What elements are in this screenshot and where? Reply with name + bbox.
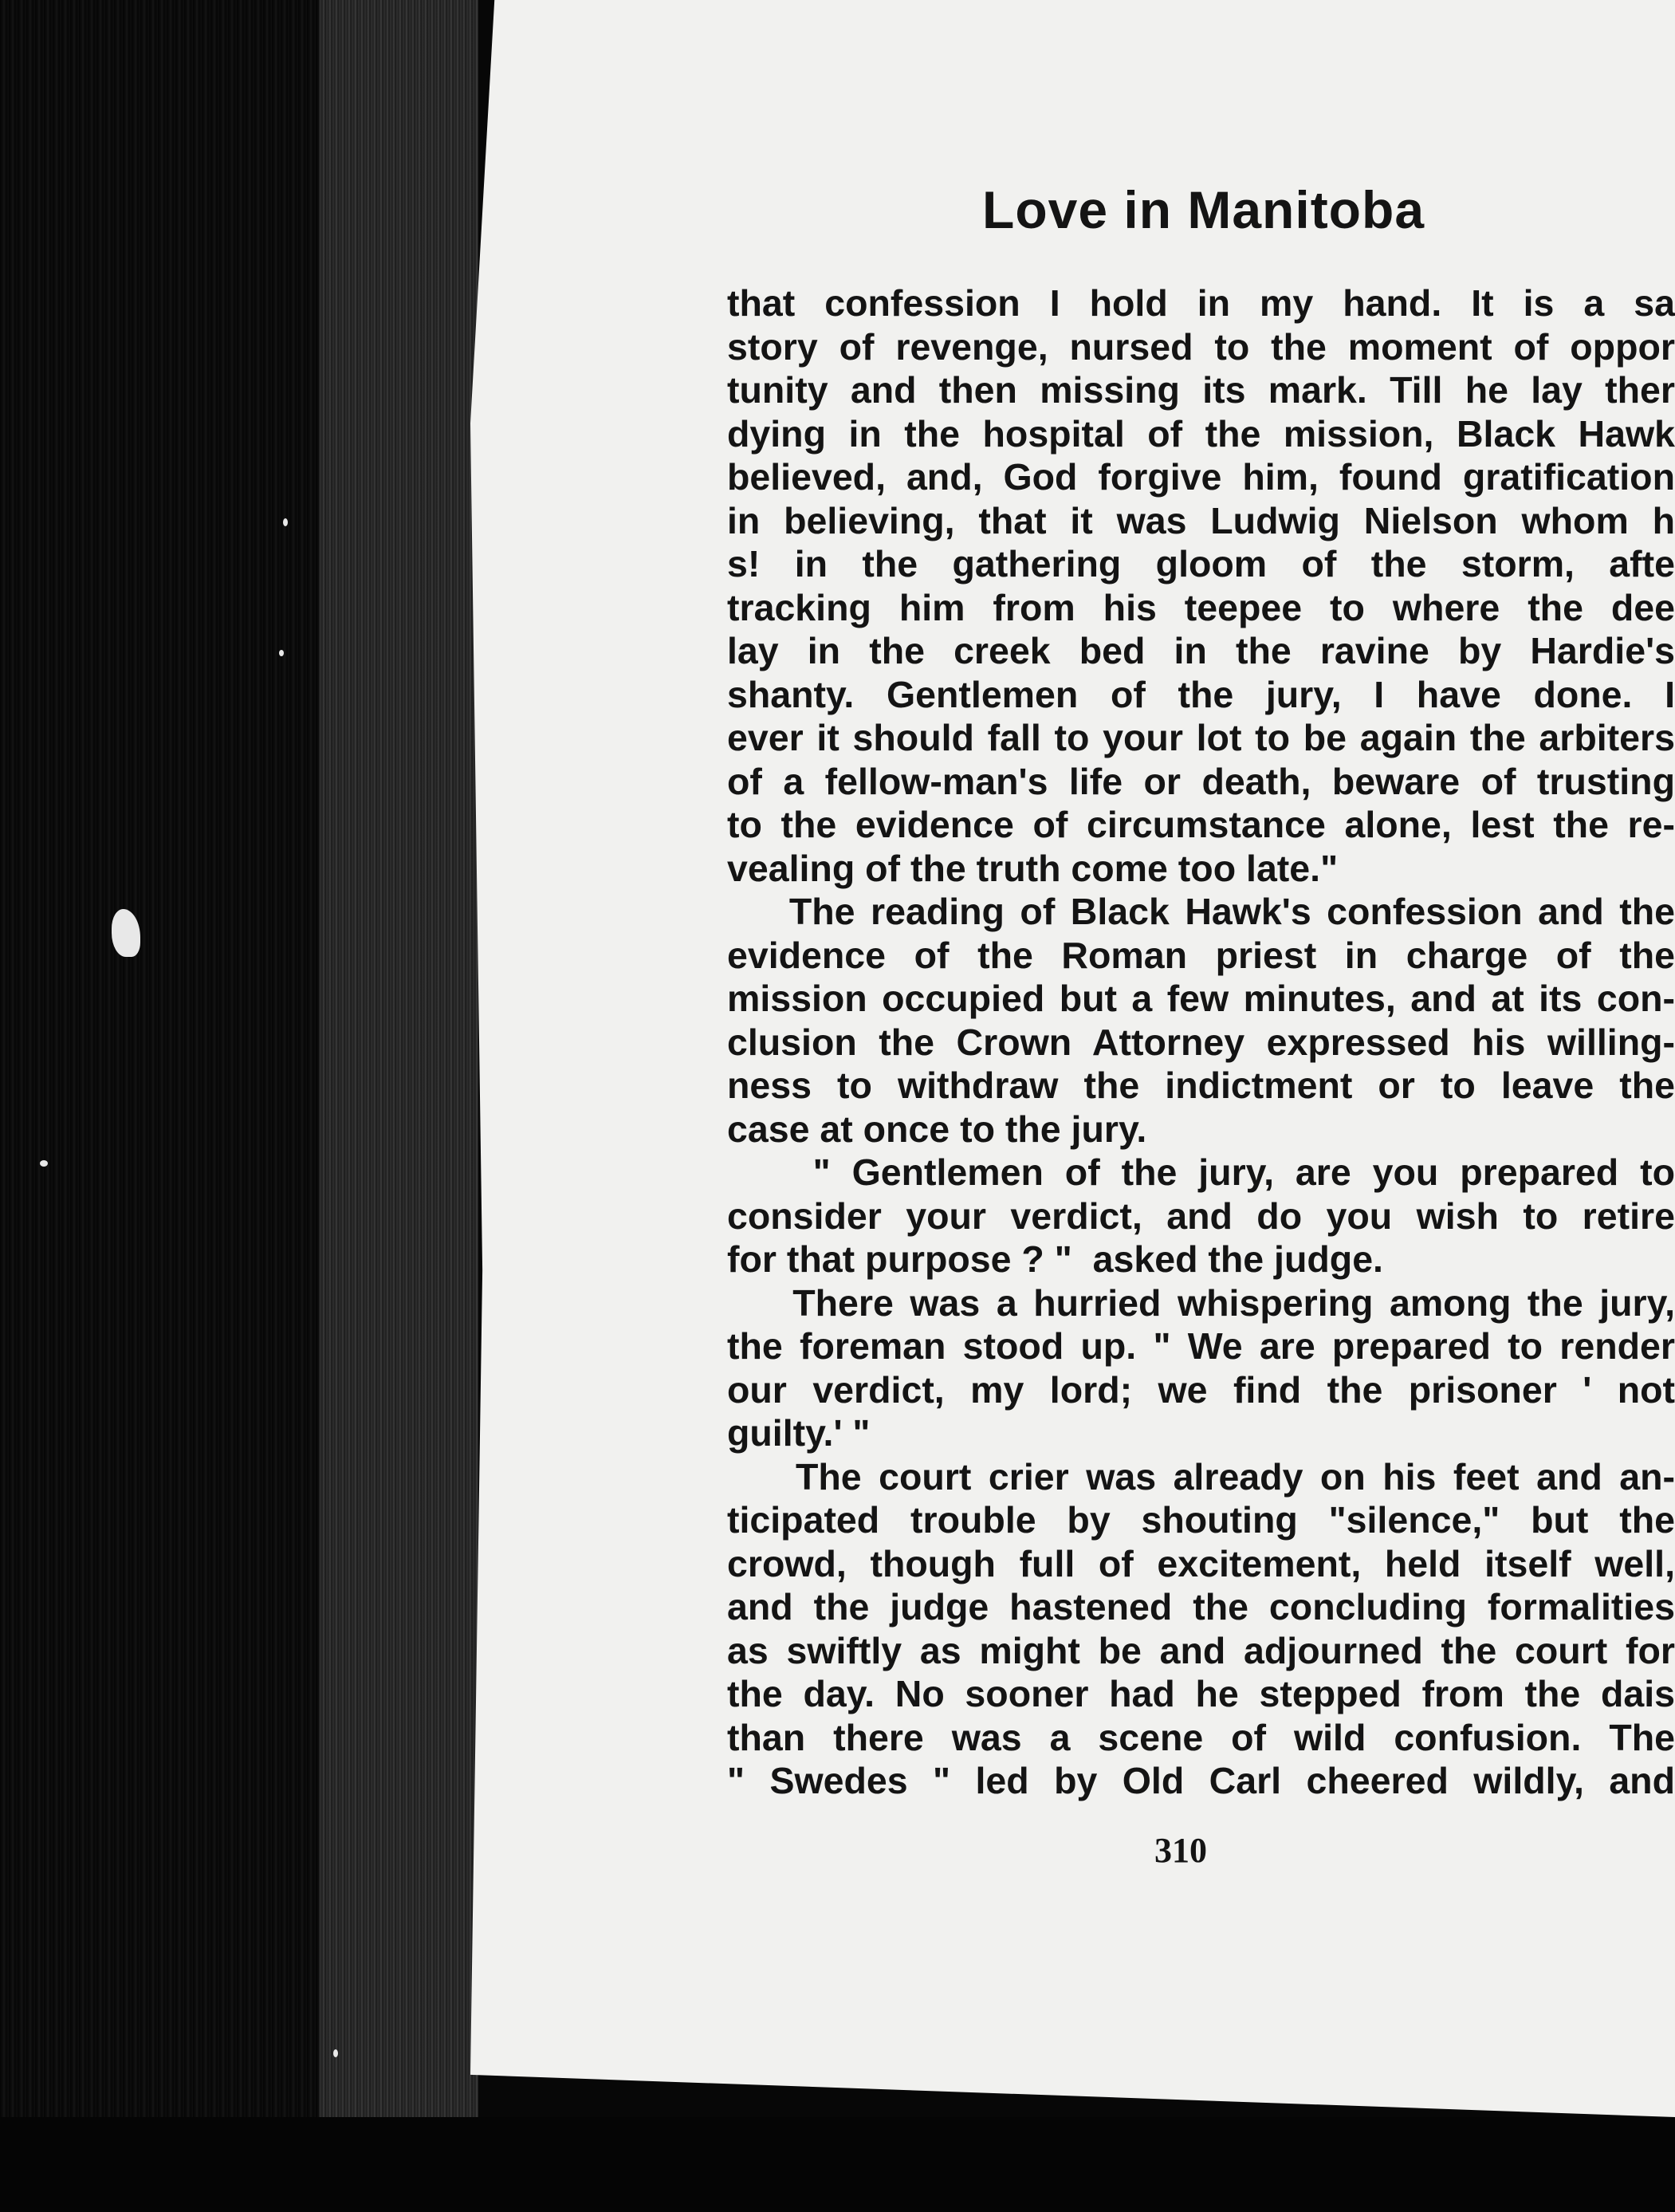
text-line: evidence of the Roman priest in charge of the <box>727 934 1675 976</box>
body-text <box>727 281 1675 1803</box>
text-line: " Gentlemen of the jury, are you prepared to <box>727 1151 1675 1193</box>
text-line: believed, and, God forgive him, found gratification <box>727 456 1675 498</box>
scan-speck <box>333 2049 338 2057</box>
scan-speck <box>279 650 284 656</box>
scan-speck <box>283 518 288 526</box>
text-line: ticipated trouble by shouting "silence," but the <box>727 1499 1675 1541</box>
text-line: case at once to the jury. <box>727 1108 1147 1150</box>
text-line: The reading of Black Hawk's confession and the <box>727 891 1675 932</box>
text-line: There was a hurried whispering among the jury, <box>727 1281 1675 1324</box>
scan-speck <box>40 1160 48 1167</box>
running-head: Love in Manitoba <box>982 180 1425 239</box>
text-line: mission occupied but a few minutes, and at its con- <box>727 978 1675 1019</box>
text-line: that confession I hold in my hand. It is a sa <box>727 282 1675 324</box>
text-line: as swiftly as might be and adjourned the court for <box>727 1629 1675 1671</box>
text-line: crowd, though full of excitement, held itself well, <box>727 1542 1675 1584</box>
text-line: consider your verdict, and do you wish to retire <box>727 1195 1675 1237</box>
text-line: and the judge hastened the concluding formalities <box>727 1586 1675 1628</box>
text-line: vealing of the truth come too late." <box>727 847 1339 889</box>
text-line: tracking him from his teepee to where the dee <box>727 586 1675 628</box>
text-line: guilty.' " <box>727 1412 871 1454</box>
text-line: shanty. Gentlemen of the jury, I have done. I <box>727 673 1675 715</box>
text-line: dying in the hospital of the mission, Black Hawk <box>727 412 1675 455</box>
text-line: ness to withdraw the indictment or to leave the <box>727 1065 1675 1106</box>
text-line: story of revenge, nursed to the moment of oppor <box>727 325 1675 368</box>
page-number: 310 <box>1154 1831 1207 1870</box>
text-line: the foreman stood up. " We are prepared to render <box>727 1325 1675 1367</box>
text-line: of a fellow-man's life or death, beware of trusting <box>727 760 1675 802</box>
text-line: than there was a scene of wild confusion. The <box>727 1716 1675 1758</box>
text-line: the day. No sooner had he stepped from the dais <box>727 1673 1675 1714</box>
book-spine-edge <box>319 0 478 2212</box>
text-line: ever it should fall to your lot to be again the arbiters <box>727 717 1675 758</box>
text-line: our verdict, my lord; we find the prisoner ' not <box>727 1368 1675 1411</box>
text-line: s! in the gathering gloom of the storm, afte <box>727 543 1675 584</box>
text-line: to the evidence of circumstance alone, lest the re- <box>727 804 1675 845</box>
text-line: tunity and then missing its mark. Till he lay ther <box>727 369 1675 411</box>
text-line: " Swedes " led by Old Carl cheered wildly, and <box>727 1760 1675 1801</box>
text-line: in believing, that it was Ludwig Nielson whom h <box>727 499 1675 541</box>
text-line: The court crier was already on his feet and an- <box>727 1455 1675 1498</box>
text-line: lay in the creek bed in the ravine by Hardie's <box>727 630 1675 671</box>
text-line: for that purpose ? " asked the judge. <box>727 1238 1383 1280</box>
text-line: clusion the Crown Attorney expressed his willing- <box>727 1021 1675 1063</box>
scan-background-bottom <box>0 2117 1675 2212</box>
